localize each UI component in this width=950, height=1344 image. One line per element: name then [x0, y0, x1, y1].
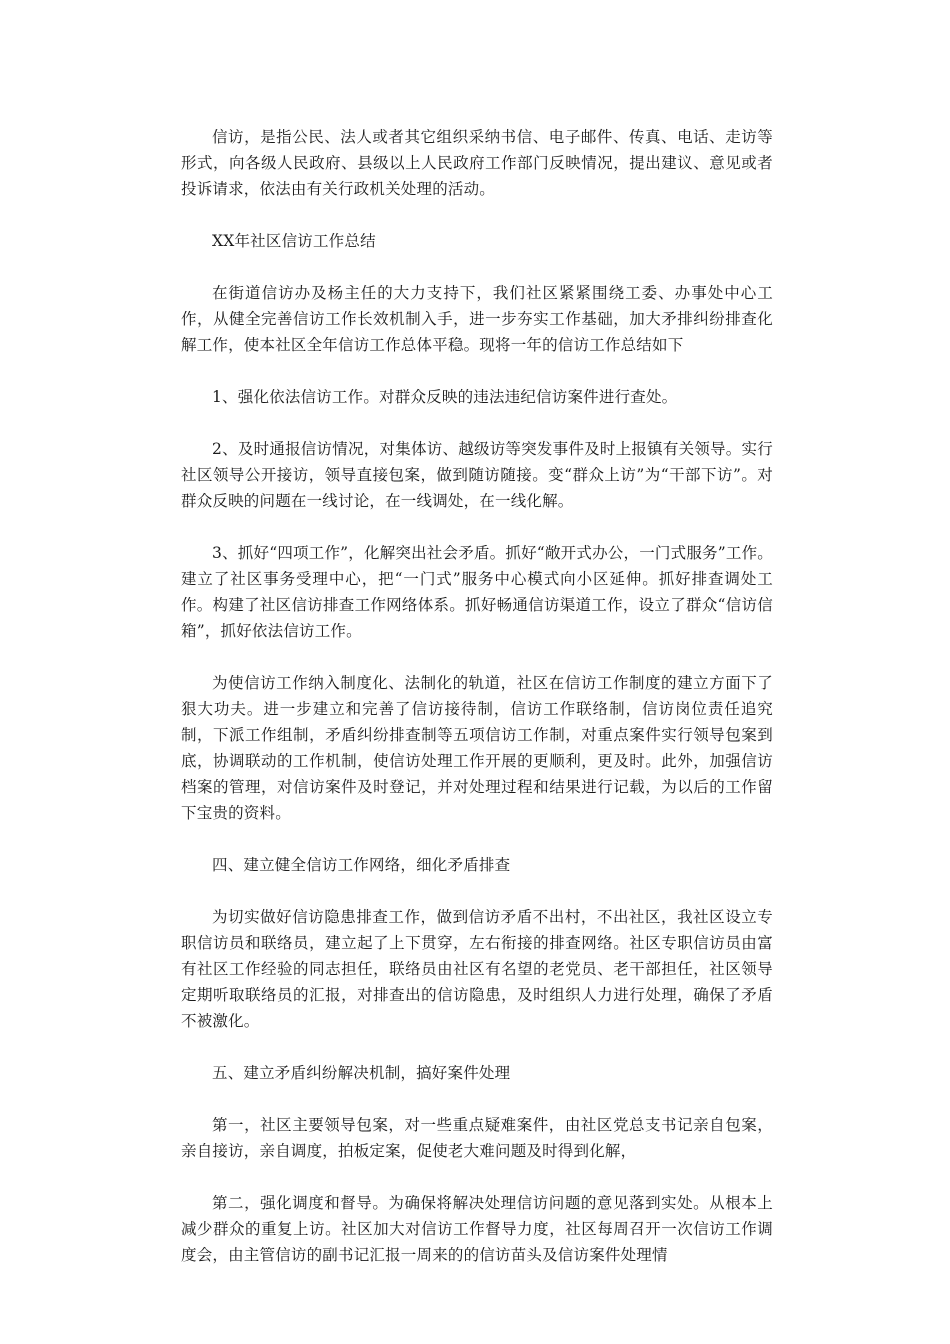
paragraph-item-3: 3、抓好“四项工作”，化解突出社会矛盾。抓好“敞开式办公，一门式服务”工作。建立了社区事务受理中心，把“一门式”服务中心模式向小区延伸。抓好排查调处工作。构建了社区信访排查工作网络体系。抓好畅通信访渠道工作，设立了群众“信访信箱”，抓好依法信访工作。 — [181, 544, 773, 640]
section-title: XX年社区信访工作总结 — [212, 232, 376, 250]
paragraph-intro: 在街道信访办及杨主任的大力支持下，我们社区紧紧围绕工委、办事处中心工作，从健全完善信访工作长效机制入手，进一步夯实工作基础，加大矛排纠纷排查化解工作，使本社区全年信访工作总体平稳。现将一年的信访工作总结如下 — [181, 284, 773, 354]
paragraph-second: 第二，强化调度和督导。为确保将解决处理信访问题的意见落到实处。从根本上减少群众的重复上访。社区加大对信访工作督导力度，社区每周召开一次信访工作调度会，由主管信访的副书记汇报一周来的的信访苗头及信访案件处理情 — [181, 1194, 773, 1264]
document-body — [181, 124, 773, 1294]
paragraph-item-1: 1、强化依法信访工作。对群众反映的违法违纪信访案件进行查处。 — [212, 388, 678, 406]
heading-mechanism: 五、建立矛盾纠纷解决机制，搞好案件处理 — [212, 1064, 511, 1082]
paragraph-definition: 信访，是指公民、法人或者其它组织采纳书信、电子邮件、传真、电话、走访等形式，向各级人民政府、县级以上人民政府工作部门反映情况，提出建议、意见或者投诉请求，依法由有关行政机关处理的活动。 — [181, 128, 773, 198]
heading-network: 四、建立健全信访工作网络，细化矛盾排查 — [212, 856, 511, 874]
paragraph-network: 为切实做好信访隐患排查工作，做到信访矛盾不出村，不出社区，我社区设立专职信访员和联络员，建立起了上下贯穿，左右衔接的排查网络。社区专职信访员由富有社区工作经验的同志担任，联络员由社区有名望的老党员、老干部担任，社区领导定期听取联络员的汇报，对排查出的信访隐患，及时组织人力进行处理，确保了矛盾不被激化。 — [181, 908, 773, 1030]
paragraph-item-2: 2、及时通报信访情况，对集体访、越级访等突发事件及时上报镇有关领导。实行社区领导公开接访，领导直接包案，做到随访随接。变“群众上访”为“干部下访”。对群众反映的问题在一线讨论，在一线调处，在一线化解。 — [181, 440, 773, 510]
paragraph-first: 第一，社区主要领导包案，对一些重点疑难案件，由社区党总支书记亲自包案，亲自接访，亲自调度，拍板定案，促使老大难问题及时得到化解， — [181, 1116, 773, 1160]
paragraph-system: 为使信访工作纳入制度化、法制化的轨道，社区在信访工作制度的建立方面下了狠大功夫。进一步建立和完善了信访接待制，信访工作联络制，信访岗位责任追究制，下派工作组制，矛盾纠纷排查制等五项信访工作制，对重点案件实行领导包案到底，协调联动的工作机制，使信访处理工作开展的更顺利，更及时。此外，加强信访档案的管理，对信访案件及时登记，并对处理过程和结果进行记载，为以后的工作留下宝贵的资料。 — [181, 674, 773, 822]
